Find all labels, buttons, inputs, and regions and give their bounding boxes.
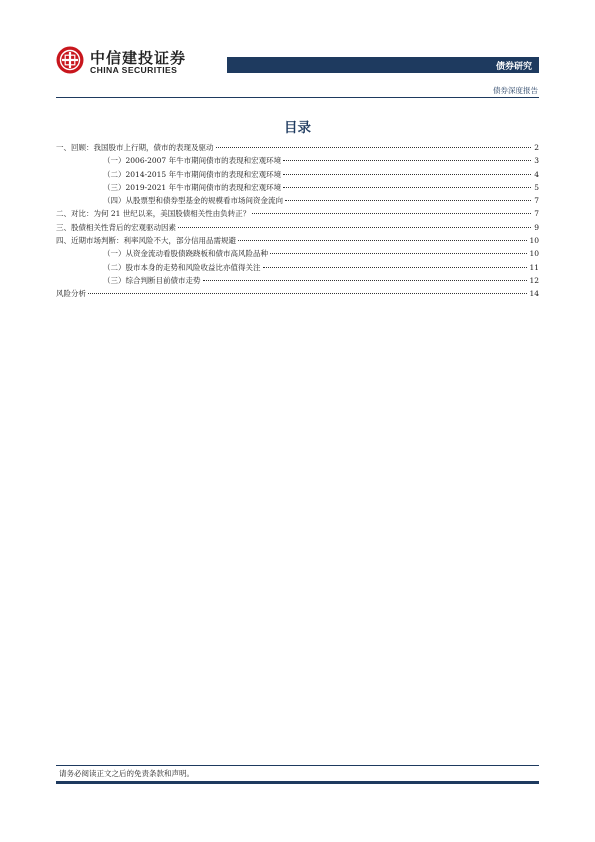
- toc-entry-page: 11: [529, 262, 539, 272]
- toc-leader-dots: [283, 187, 531, 188]
- toc-entry[interactable]: [56, 274, 539, 287]
- toc-entry-text: （三）综合判断目前债市走势: [103, 275, 201, 285]
- toc-leader-dots: [252, 213, 531, 214]
- toc-entry[interactable]: [56, 261, 539, 274]
- toc-entry-page: 10: [529, 236, 539, 246]
- toc-entry-page: 4: [534, 169, 539, 179]
- disclaimer-text: 请务必阅读正文之后的免责条款和声明。: [59, 769, 194, 778]
- toc-entry[interactable]: [56, 141, 539, 154]
- table-of-contents: [56, 141, 539, 301]
- footer-bar: [56, 781, 539, 784]
- toc-entry-page: 5: [534, 182, 539, 192]
- toc-leader-dots: [283, 160, 531, 161]
- toc-entry-page: 7: [534, 209, 539, 219]
- toc-leader-dots: [203, 280, 528, 281]
- toc-title: 目录: [284, 120, 311, 136]
- toc-entry-page: 14: [529, 289, 539, 299]
- toc-leader-dots: [283, 174, 531, 175]
- toc-entry[interactable]: [56, 234, 539, 247]
- toc-entry-text: （一）2006-2007 年牛市期间债市的表现和宏观环境: [103, 156, 282, 166]
- footer-divider: [56, 765, 539, 766]
- toc-entry-text: 风险分析: [56, 289, 86, 299]
- logo-chinese-name: 中信建投证券: [90, 49, 187, 67]
- toc-entry-text: （一）从资金流动看股债跷跷板和债市高风险品种: [103, 249, 268, 259]
- report-type-label: 债券深度报告: [493, 86, 538, 95]
- toc-leader-dots: [285, 200, 531, 201]
- toc-entry[interactable]: [56, 194, 539, 207]
- toc-entry[interactable]: [56, 287, 539, 300]
- toc-entry-text: 一、回顾：我国股市上行期，债市的表现及驱动: [56, 143, 214, 152]
- company-logo: [56, 46, 236, 76]
- logo-english-name: CHINA SECURITIES: [90, 65, 178, 75]
- header-divider: [56, 97, 539, 98]
- toc-entry[interactable]: [56, 168, 539, 181]
- toc-leader-dots: [88, 293, 527, 294]
- toc-entry-text: （四）从股票型和债券型基金的规模看市场间资金流向: [103, 196, 283, 206]
- toc-entry-page: 2: [534, 143, 539, 152]
- toc-entry[interactable]: [56, 154, 539, 167]
- china-securities-logo-icon: [56, 46, 84, 74]
- toc-entry[interactable]: [56, 221, 539, 234]
- toc-entry-text: 二、对比：为何 21 世纪以来，美国股债相关性由负转正？: [56, 209, 251, 219]
- toc-leader-dots: [263, 267, 528, 268]
- toc-leader-dots: [216, 147, 532, 148]
- toc-entry-text: （三）2019-2021 年牛市期间债市的表现和宏观环境: [103, 182, 282, 192]
- toc-leader-dots: [238, 240, 527, 241]
- toc-entry-page: 3: [534, 156, 539, 166]
- toc-leader-dots: [178, 227, 531, 228]
- header-bar: [227, 57, 539, 73]
- toc-entry-text: （二）股市本身的走势和风险收益比亦值得关注: [103, 262, 261, 272]
- toc-leader-dots: [270, 253, 527, 254]
- toc-entry-text: 三、股债相关性背后的宏观驱动因素: [56, 222, 176, 232]
- toc-entry-page: 10: [529, 249, 539, 259]
- toc-entry[interactable]: [56, 181, 539, 194]
- toc-entry[interactable]: [56, 247, 539, 260]
- toc-entry-page: 12: [529, 275, 539, 285]
- toc-entry-page: 7: [534, 196, 539, 206]
- section-label: 债券研究: [495, 62, 532, 72]
- toc-entry-text: 四、近期市场判断：利率风险不大，部分信用品需规避: [56, 236, 236, 246]
- toc-entry-page: 9: [534, 222, 539, 232]
- toc-entry[interactable]: [56, 207, 539, 220]
- toc-entry-text: （二）2014-2015 年牛市期间债市的表现和宏观环境: [103, 169, 282, 179]
